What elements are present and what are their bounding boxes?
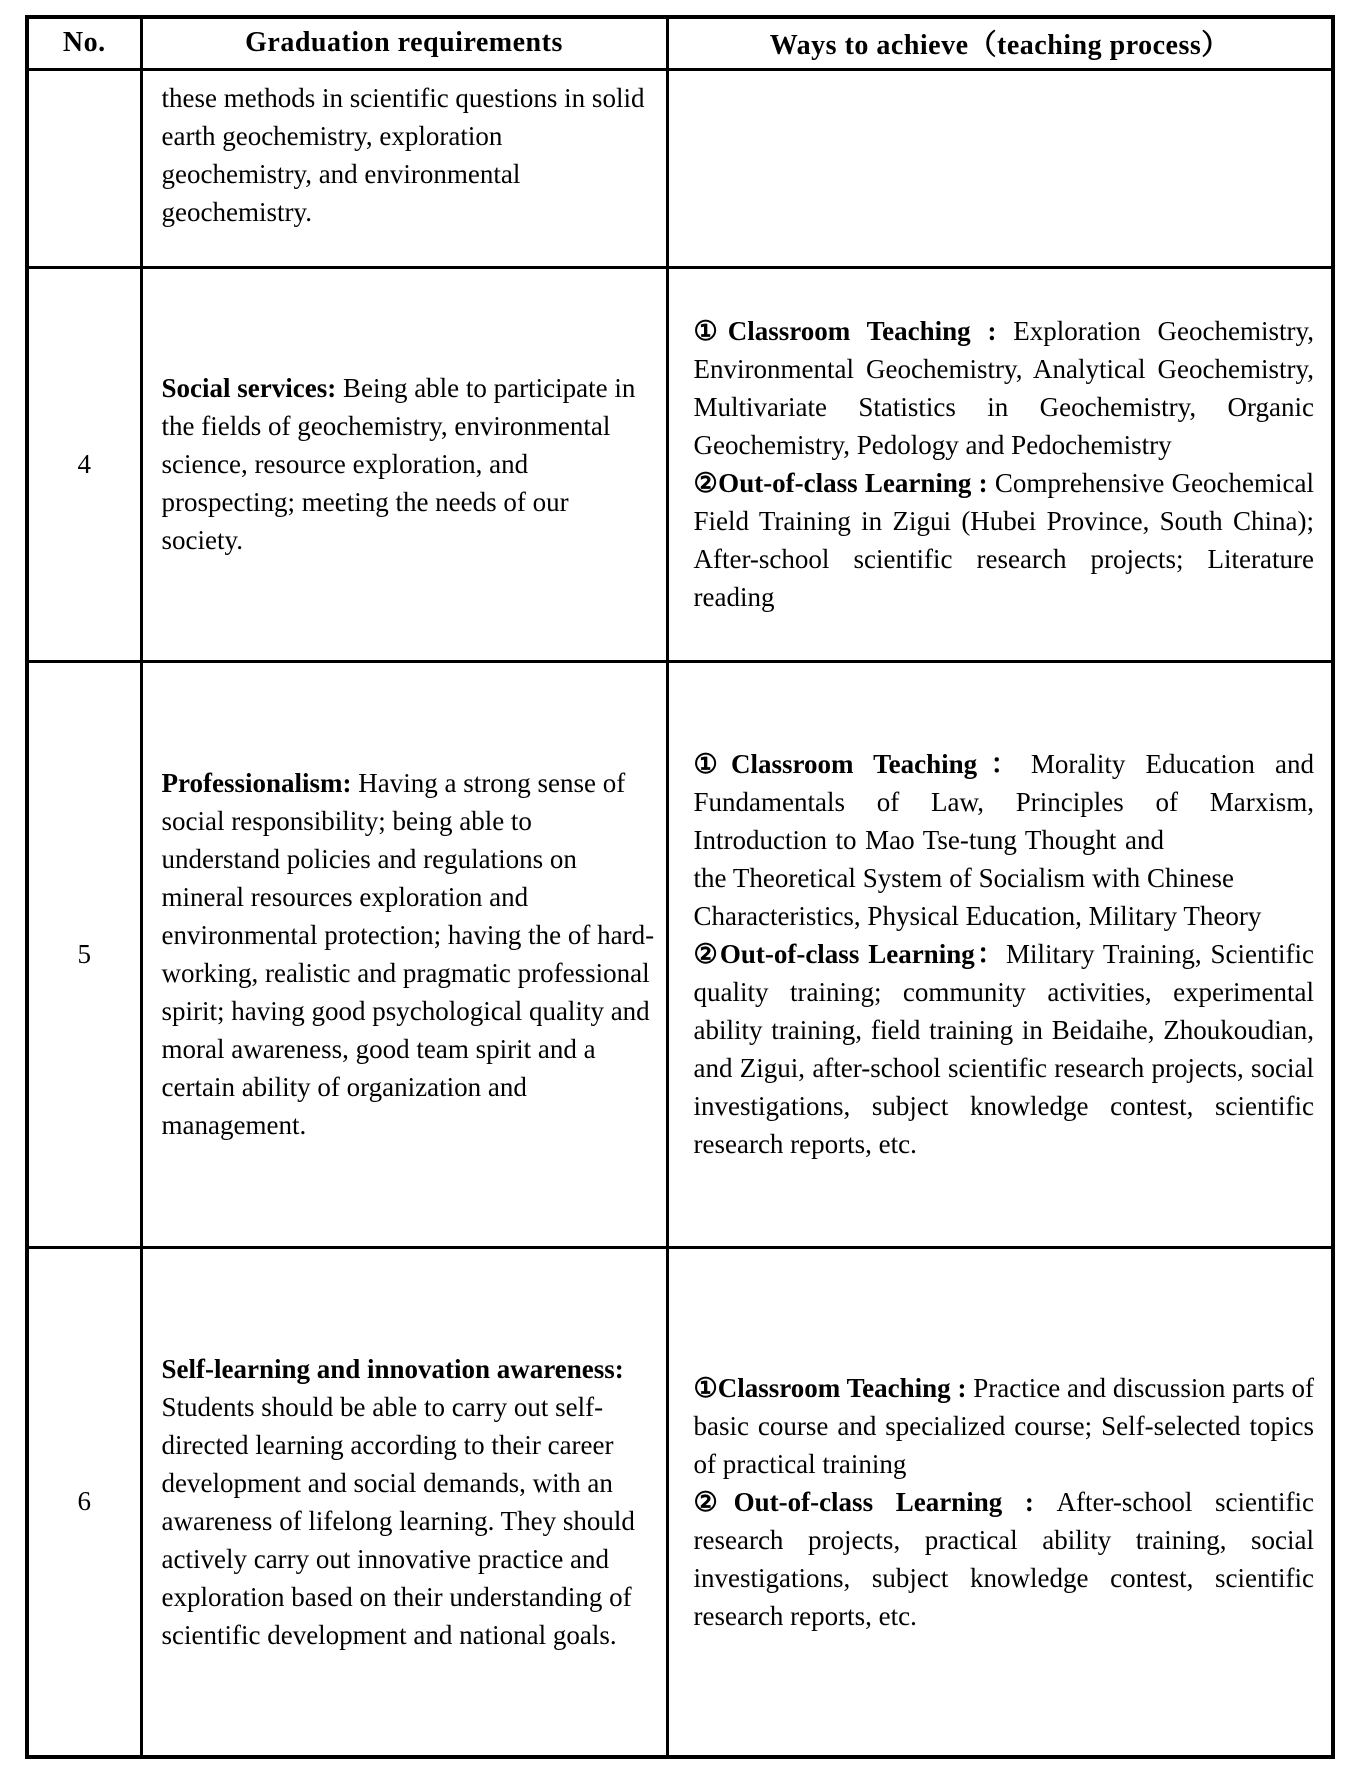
graduation-requirements-table (25, 15, 1335, 1759)
paragraph (694, 1483, 1315, 1635)
paragraph (694, 464, 1315, 616)
table-row (27, 661, 1333, 1247)
bold-text-run: ①Classroom Teaching： (693, 749, 1031, 779)
requirement-cell (141, 69, 667, 267)
text-run: Comprehensive Geochemical Field Training in Zigui (Hubei Province, South China); After-school scientific research projects; Literature reading (693, 468, 1314, 612)
text-run: Practice and discussion parts of basic course and specialized course; Self-selected topics of practical training (693, 1372, 1314, 1479)
ways-cell (667, 69, 1333, 267)
row-number-cell: 5 (27, 661, 141, 1247)
text-run: Morality Education and Fundamentals of Law, Principles of Marxism, Introduction to Mao Tse-tung Thought and (693, 749, 1314, 855)
bold-text-run: ①Classroom Teaching : (693, 1372, 974, 1403)
table-row (27, 1247, 1333, 1757)
requirement-cell (141, 1247, 667, 1757)
bold-text-run: ①Classroom Teaching : (693, 316, 1014, 346)
paragraph (694, 745, 1315, 935)
text-run: Having a strong sense of social responsibility; being able to understand policies and regulations on mineral resources exploration and environmental protection; having the of hard-working, realistic and pragmatic professional spirit; having good psychological quality and moral awareness, good team spirit and a certain ability of organization and management. (161, 768, 655, 1140)
table-row (27, 69, 1333, 267)
paragraph (694, 935, 1315, 1163)
header-cell-ways-to-achieve: Ways to achieve（teaching process） (667, 17, 1333, 69)
paragraph (162, 369, 656, 559)
ways-cell (667, 1247, 1333, 1757)
text-run: After-school scientific research projects, practical ability training, social investigations, subject knowledge contest, scientific research reports, etc. (693, 1486, 1314, 1631)
header-row (27, 17, 1333, 69)
paragraph (162, 79, 656, 231)
text-run: Students should be able to carry out self-directed learning according to their career development and social demands, with an awareness of lifelong learning. They should actively carry out innovative practice and exploration based on their understanding of scientific development and national goals. (161, 1391, 635, 1650)
text-gap (1234, 886, 1314, 887)
bold-text-run: Professionalism: (161, 768, 359, 798)
ways-cell (667, 267, 1333, 661)
table-body (27, 69, 1333, 1757)
row-number-cell: 6 (27, 1247, 141, 1757)
text-run: Being able to participate in the fields of geochemistry, environmental science, resource exploration, and prospecting; meeting the needs of our society. (161, 373, 636, 555)
text-gap (1164, 848, 1314, 849)
bold-text-run: ②Out-of-class Learning : (693, 1486, 1057, 1517)
bold-text-run: ②Out-of-class Learning： (693, 939, 1006, 969)
requirement-cell (141, 267, 667, 661)
text-run: Military Training, Scientific quality training; community activities, experimental ability training, field training in Beidaihe, Zhoukoudian, and Zigui, after-school scientific research projects, social investigations, subject knowledge contest, scientific research reports, etc. (693, 939, 1314, 1159)
header-cell-no: No. (27, 17, 141, 69)
paragraph (162, 764, 656, 1144)
text-run: Characteristics, Physical Education, Military Theory (693, 901, 1262, 931)
requirement-cell (141, 661, 667, 1247)
header-cell-graduation-requirements: Graduation requirements (141, 17, 667, 69)
paragraph (694, 1369, 1315, 1483)
ways-cell (667, 661, 1333, 1247)
paragraph (162, 1350, 656, 1654)
table-row (27, 267, 1333, 661)
text-run: the Theoretical System of Socialism with Chinese (693, 863, 1234, 893)
text-run: Exploration Geochemistry, Environmental Geochemistry, Analytical Geochemistry, Multivariate Statistics in Geochemistry, Organic Geochemistry, Pedology and Pedochemistry (693, 316, 1315, 460)
bold-text-run: ②Out-of-class Learning : (693, 468, 995, 498)
bold-text-run: Self-learning and innovation awareness: (161, 1353, 624, 1384)
text-run: these methods in scientific questions in solid earth geochemistry, exploration geochemistry, and environmental geochemistry. (161, 82, 645, 227)
bold-text-run: Social services: (161, 373, 343, 403)
table-header (27, 17, 1333, 69)
row-number-cell: 4 (27, 267, 141, 661)
paragraph (694, 312, 1315, 464)
row-number-cell (27, 69, 141, 267)
